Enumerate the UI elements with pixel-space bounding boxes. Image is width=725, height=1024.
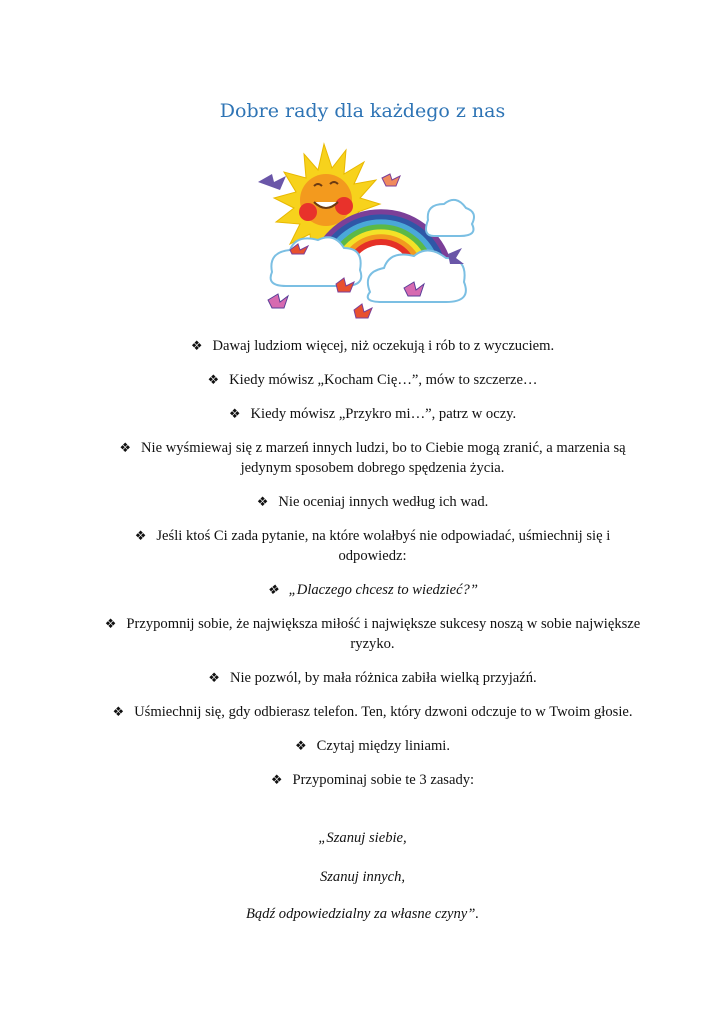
tips-list <box>100 336 645 804</box>
list-item: ❖ Przypominaj sobie te 3 zasady: <box>270 772 475 788</box>
list-item: ❖ Dawaj ludziom więcej, niż oczekują i rób to z wyczuciem. <box>190 338 555 354</box>
diamond-bullet-icon: ❖ <box>295 738 307 753</box>
diamond-bullet-icon: ❖ <box>270 772 283 787</box>
list-item: ❖ Nie oceniaj innych według ich wad. <box>256 494 489 510</box>
page-title: Dobre rady dla każdego z nas <box>219 100 506 122</box>
list-item: ❖ „Dlaczego chcesz to wiedzieć?” <box>267 582 478 598</box>
motto-line-3: Bądź odpowiedzialny za własne czyny”. <box>245 906 480 922</box>
list-item: ❖ Czytaj między liniami. <box>295 738 450 754</box>
list-item: ❖ Przypomnij sobie, że największa miłość i największe sukcesy noszą w sobie największe ryzyko. <box>104 616 641 652</box>
list-item: ❖ Uśmiechnij się, gdy odbierasz telefon. Ten, który dzwoni odczuje to w Twoim głosie. <box>112 704 633 720</box>
diamond-bullet-icon: ❖ <box>134 528 147 543</box>
list-item: ❖ Jeśli ktoś Ci zada pytanie, na które wolałbyś nie odpowiadać, uśmiechnij się i odpowiedz: <box>134 528 611 564</box>
diamond-bullet-icon: ❖ <box>207 372 220 387</box>
motto-line-1: „Szanuj siebie, <box>318 830 407 846</box>
diamond-bullet-icon: ❖ <box>112 704 125 719</box>
list-item: ❖ Nie wyśmiewaj się z marzeń innych ludzi, bo to Ciebie mogą zranić, a marzenia są jedynym sposobem dobrego spędzenia życia. <box>119 440 626 476</box>
diamond-bullet-icon: ❖ <box>208 670 220 685</box>
diamond-bullet-icon: ❖ <box>119 440 131 455</box>
diamond-bullet-icon: ❖ <box>190 338 203 353</box>
diamond-bullet-icon: ❖ <box>267 582 279 597</box>
list-item: ❖ Nie pozwól, by mała różnica zabiła wielką przyjaźń. <box>208 670 537 686</box>
diamond-bullet-icon: ❖ <box>104 616 117 631</box>
sun-rainbow-illustration <box>252 142 476 324</box>
list-item: ❖ Kiedy mówisz „Przykro mi…”, patrz w oczy. <box>228 406 517 422</box>
diamond-bullet-icon: ❖ <box>256 494 269 509</box>
diamond-bullet-icon: ❖ <box>228 406 241 421</box>
motto-line-2: Szanuj innych, <box>319 869 406 885</box>
list-item: ❖ Kiedy mówisz „Kocham Cię…”, mów to szczerze… <box>207 372 538 388</box>
